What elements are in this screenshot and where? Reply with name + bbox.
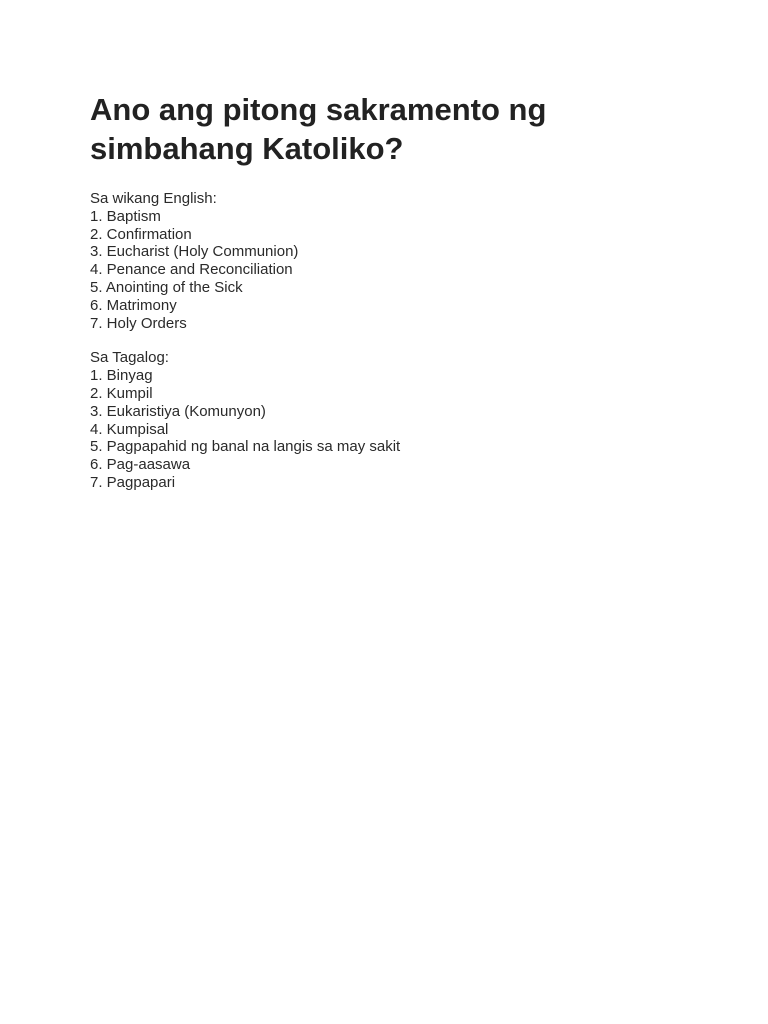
list-item: 5. Pagpapahid ng banal na langis sa may sakit xyxy=(90,438,401,456)
tagalog-section xyxy=(90,349,710,491)
list-item: 5. Anointing of the Sick xyxy=(90,278,243,296)
list-item: 7. Pagpapari xyxy=(90,473,176,491)
list-item: 7. Holy Orders xyxy=(90,314,187,332)
list-item: 3. Eukaristiya (Komunyon) xyxy=(90,402,266,420)
list-item: 2. Confirmation xyxy=(90,225,192,243)
list-item: 4. Kumpisal xyxy=(90,420,169,438)
list-item: 6. Pag-aasawa xyxy=(90,456,191,474)
english-sacrament-list xyxy=(90,208,710,333)
list-item: 4. Penance and Reconciliation xyxy=(90,261,293,279)
english-section xyxy=(90,190,710,332)
document-title: Ano ang pitong sakramento ng simbahang Katoliko? xyxy=(90,92,547,166)
list-item: 6. Matrimony xyxy=(90,296,177,314)
tagalog-heading: Sa Tagalog: xyxy=(90,349,169,367)
tagalog-sacrament-list xyxy=(90,367,710,492)
list-item: 3. Eucharist (Holy Communion) xyxy=(90,243,299,261)
document-page xyxy=(90,90,710,492)
list-item: 1. Binyag xyxy=(90,367,153,385)
english-heading: Sa wikang English: xyxy=(90,190,217,207)
list-item: 1. Baptism xyxy=(90,207,161,225)
list-item: 2. Kumpil xyxy=(90,384,153,402)
